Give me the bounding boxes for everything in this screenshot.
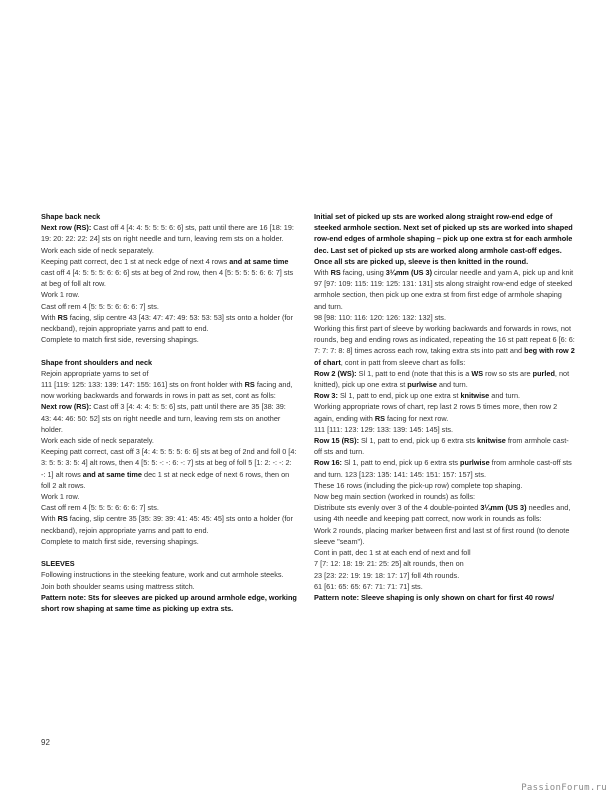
paragraph xyxy=(41,222,297,244)
bold-text: SLEEVES xyxy=(41,559,75,569)
text-run: and turn. xyxy=(489,391,521,401)
text-run: These 16 rows (including the pick-up row) complete top shaping. xyxy=(314,480,523,490)
page-number: 92 xyxy=(41,738,50,747)
bold-text: RS xyxy=(57,312,68,322)
text-run: Cast off 4 [4: 4: 5: 5: 5: 6: 6] sts, patt until there are 16 [18: 19: 19: 20: 22: 22: 24] sts on right needle and turn, leaving rem sts on a holder. xyxy=(41,223,294,244)
text-run: Working appropriate rows of chart, rep last 2 rows 5 times more, then row 2 again, ending with xyxy=(314,402,558,423)
text-run: Working this first part of sleeve by working backwards and forwards in rows, not rounds, beg and ending rows as indicated, repeating the 16 st patt repeat 6 [6: 6: 7: 7: 7: 8: 8] times across each row, taking extra sts into patt and xyxy=(314,324,575,356)
paragraph xyxy=(314,547,576,558)
bold-text: Pattern note: Sleeve shaping is only shown on chart for first 40 rows/ xyxy=(314,592,555,602)
text-run: Keeping patt correct, cast off 3 [4: 4: 5: 5: 5: 6: 6] sts at beg of 2nd and foll 0 [4: 3: 5: 5: 3: 5: 4] alt rows, then 4 [5: 5: -: -: 6: -: 7] sts at beg of foll 5 [1: 2: -: -: 2: -: 1] alt rows xyxy=(41,447,297,479)
paragraph xyxy=(314,570,576,581)
bold-text: RS xyxy=(330,268,341,278)
text-run: Distribute sts evenly over 3 of the 4 double-pointed xyxy=(314,503,481,513)
bold-text: knitwise xyxy=(477,436,506,446)
bold-text: RS xyxy=(57,514,68,524)
text-run: Sl 1, patt to end, pick up one extra st xyxy=(339,391,461,401)
bold-text: Row 15 (RS): xyxy=(314,436,362,446)
bold-text: 3¼mm (US 3) xyxy=(385,268,433,278)
text-run: dec 1 st at neck edge of next 6 rows, then on foll 2 alt rows. xyxy=(41,469,290,490)
paragraph xyxy=(314,491,576,502)
text-run: cast off 4 [4: 5: 5: 5: 6: 6: 6] sts at beg of 2nd row, then 4 [5: 5: 5: 5: 6: 6: 7] sts at beg of foll alt row. xyxy=(41,268,294,289)
text-run: Now beg main section (worked in rounds) as folls: xyxy=(314,492,476,502)
text-run: Complete to match first side, reversing shapings. xyxy=(41,335,199,345)
paragraph xyxy=(41,368,297,379)
paragraph xyxy=(314,211,576,267)
text-run: Cont in patt, dec 1 st at each end of next and foll xyxy=(314,548,471,558)
bold-text: 3¼mm (US 3) xyxy=(480,503,527,513)
bold-text: WS xyxy=(471,368,484,378)
paragraph-gap xyxy=(41,547,297,558)
paragraph xyxy=(41,401,297,435)
text-run: and turn. xyxy=(436,380,468,390)
paragraph xyxy=(314,424,576,435)
text-run: 98 [98: 110: 116: 120: 126: 132: 132] sts. xyxy=(314,312,446,322)
paragraph xyxy=(41,502,297,513)
watermark: PassionForum.ru xyxy=(521,783,607,793)
paragraph-gap xyxy=(41,345,297,356)
text-run: Work 2 rounds, placing marker between first and last st of first round (to denote sleeve "seam"). xyxy=(314,525,570,546)
bold-text: Row 3: xyxy=(314,391,340,401)
paragraph xyxy=(41,312,297,334)
text-run: Sl 1, patt to end (note that this is a xyxy=(358,368,472,378)
text-run: Following instructions in the steeking feature, work and cut armhole steeks. Join both shoulder seams using mattress stitch. xyxy=(41,570,284,591)
text-run: facing for next row. xyxy=(385,413,449,423)
bold-text: RS xyxy=(374,413,385,423)
text-run: facing, slip centre 43 [43: 47: 47: 49: 53: 53: 53] sts onto a holder (for neckband), rejoin appropriate yarns and patt to end. xyxy=(41,312,293,334)
bold-text: Shape front shoulders and neck xyxy=(41,357,153,367)
right-column xyxy=(314,211,576,603)
section-heading xyxy=(41,211,297,222)
paragraph xyxy=(41,289,297,300)
text-run: With xyxy=(314,268,331,278)
text-run: , cont in patt from sleeve chart as folls: xyxy=(340,357,466,367)
text-run: Cast off 3 [4: 4: 4: 5: 5: 6] sts, patt until there are 35 [38: 39: 43: 44: 46: 50: 52] sts on right needle and turn, leaving rem sts on another holder. xyxy=(41,402,286,434)
paragraph xyxy=(314,502,576,524)
text-run: Complete to match first side, reversing shapings. xyxy=(41,536,199,546)
bold-text: Next row (RS): xyxy=(41,402,94,412)
bold-text: Shape back neck xyxy=(41,212,101,221)
text-run: circular needle and yarn A, pick up and knit 97 [97: 109: 115: 119: 125: 131: 131] sts along straight row-end edge of steeked armhole section, then pick up one extra st from first edge of armhole shaping and turn. xyxy=(314,268,574,311)
text-run: Rejoin appropriate yarns to set of xyxy=(41,368,149,378)
text-run: Work each side of neck separately. xyxy=(41,436,154,446)
paragraph xyxy=(314,525,576,547)
bold-text: Next row (RS): xyxy=(41,223,94,233)
text-run: 111 [111: 123: 129: 133: 139: 145: 145] sts. xyxy=(314,424,454,434)
bold-text: knitwise xyxy=(460,391,490,401)
paragraph xyxy=(314,323,576,368)
text-run: With xyxy=(41,312,58,322)
text-run: row so sts are xyxy=(483,368,533,378)
text-run: Cast off rem 4 [5: 5: 5: 6: 6: 6: 7] sts. xyxy=(41,301,159,311)
bold-text: beg with row 2 of chart xyxy=(314,346,575,367)
text-run: Sl 1, patt to end, pick up 6 extra sts xyxy=(344,458,461,468)
paragraph xyxy=(41,256,297,290)
text-run: , not knitted), pick up one extra st xyxy=(314,368,570,390)
text-run: Work 1 row. xyxy=(41,492,80,502)
paragraph xyxy=(41,569,297,591)
section-heading xyxy=(41,357,297,368)
paragraph xyxy=(41,446,297,491)
bold-text: Initial set of picked up sts are worked along straight row-end edge of steeked armhole section. Next set of picked up sts are worked into shaped row-end edges of armhole shaping – pick up one extra st for each armhole dec. Last set of picked up sts are worked along armhole cast-off edges. Once all sts are picked up, sleeve is then knitted in the round. xyxy=(314,212,573,266)
paragraph xyxy=(41,592,297,614)
bold-text: RS xyxy=(244,380,255,390)
paragraph xyxy=(314,480,576,491)
paragraph xyxy=(314,401,576,423)
section-heading xyxy=(41,558,297,569)
text-run: 111 [119: 125: 133: 139: 147: 155: 161] sts on front holder with xyxy=(41,380,245,390)
paragraph xyxy=(41,245,297,256)
text-run: Sl 1, patt to end, pick up 6 extra sts xyxy=(361,436,478,446)
paragraph xyxy=(314,368,576,390)
paragraph xyxy=(314,435,576,457)
text-run: facing, using xyxy=(340,268,386,278)
text-run: Work each side of neck separately. xyxy=(41,245,154,255)
paragraph xyxy=(314,312,576,323)
paragraph xyxy=(41,491,297,502)
bold-text: Row 2 (WS): xyxy=(314,368,359,378)
bold-text: purlwise xyxy=(460,458,490,468)
bold-text: Pattern note: Sts for sleeves are picked up around armhole edge, working short row shaping at same time as picking up extra sts. xyxy=(41,592,297,614)
text-run: from armhole cast-off sts and turn. xyxy=(314,436,569,457)
paragraph xyxy=(314,558,576,569)
text-run: from armhole cast-off sts and turn. 123 [123: 135: 141: 145: 151: 157: 157] sts. xyxy=(314,458,572,479)
paragraph xyxy=(314,457,576,479)
text-run: Cast off rem 4 [5: 5: 5: 6: 6: 6: 7] sts. xyxy=(41,503,159,513)
bold-text: and at same time xyxy=(229,256,289,266)
bold-text: purled xyxy=(532,368,555,378)
paragraph xyxy=(41,435,297,446)
paragraph xyxy=(41,379,297,401)
paragraph xyxy=(314,592,576,603)
text-run: facing and, now working backwards and forwards in rows in patt as set, cont as folls: xyxy=(41,380,293,401)
left-column xyxy=(41,211,297,614)
paragraph xyxy=(314,267,576,312)
paragraph xyxy=(41,301,297,312)
paragraph xyxy=(314,581,576,592)
text-run: 61 [61: 65: 65: 67: 71: 71: 71] sts. xyxy=(314,581,423,591)
paragraph xyxy=(314,390,576,401)
text-run: Work 1 row. xyxy=(41,290,80,300)
text-run: 23 [23: 22: 19: 19: 18: 17: 17] foll 4th rounds. xyxy=(314,570,460,580)
text-run: needles and, using 4th needle and keeping patt correct, now work in rounds as folls: xyxy=(314,503,571,524)
text-run: facing, slip centre 35 [35: 39: 39: 41: 45: 45: 45] sts onto a holder (for neckband), rejoin appropriate yarns and patt to end. xyxy=(41,514,293,535)
text-run: 7 [7: 12: 18: 19: 21: 25: 25] alt rounds, then on xyxy=(314,559,464,569)
bold-text: Row 16: xyxy=(314,458,345,468)
paragraph xyxy=(41,334,297,345)
paragraph xyxy=(41,513,297,535)
text-run: Keeping patt correct, dec 1 st at neck edge of next 4 rows xyxy=(41,256,230,266)
bold-text: and at same time xyxy=(82,469,142,479)
text-run: With xyxy=(41,514,58,524)
paragraph xyxy=(41,536,297,547)
bold-text: purlwise xyxy=(407,380,437,390)
